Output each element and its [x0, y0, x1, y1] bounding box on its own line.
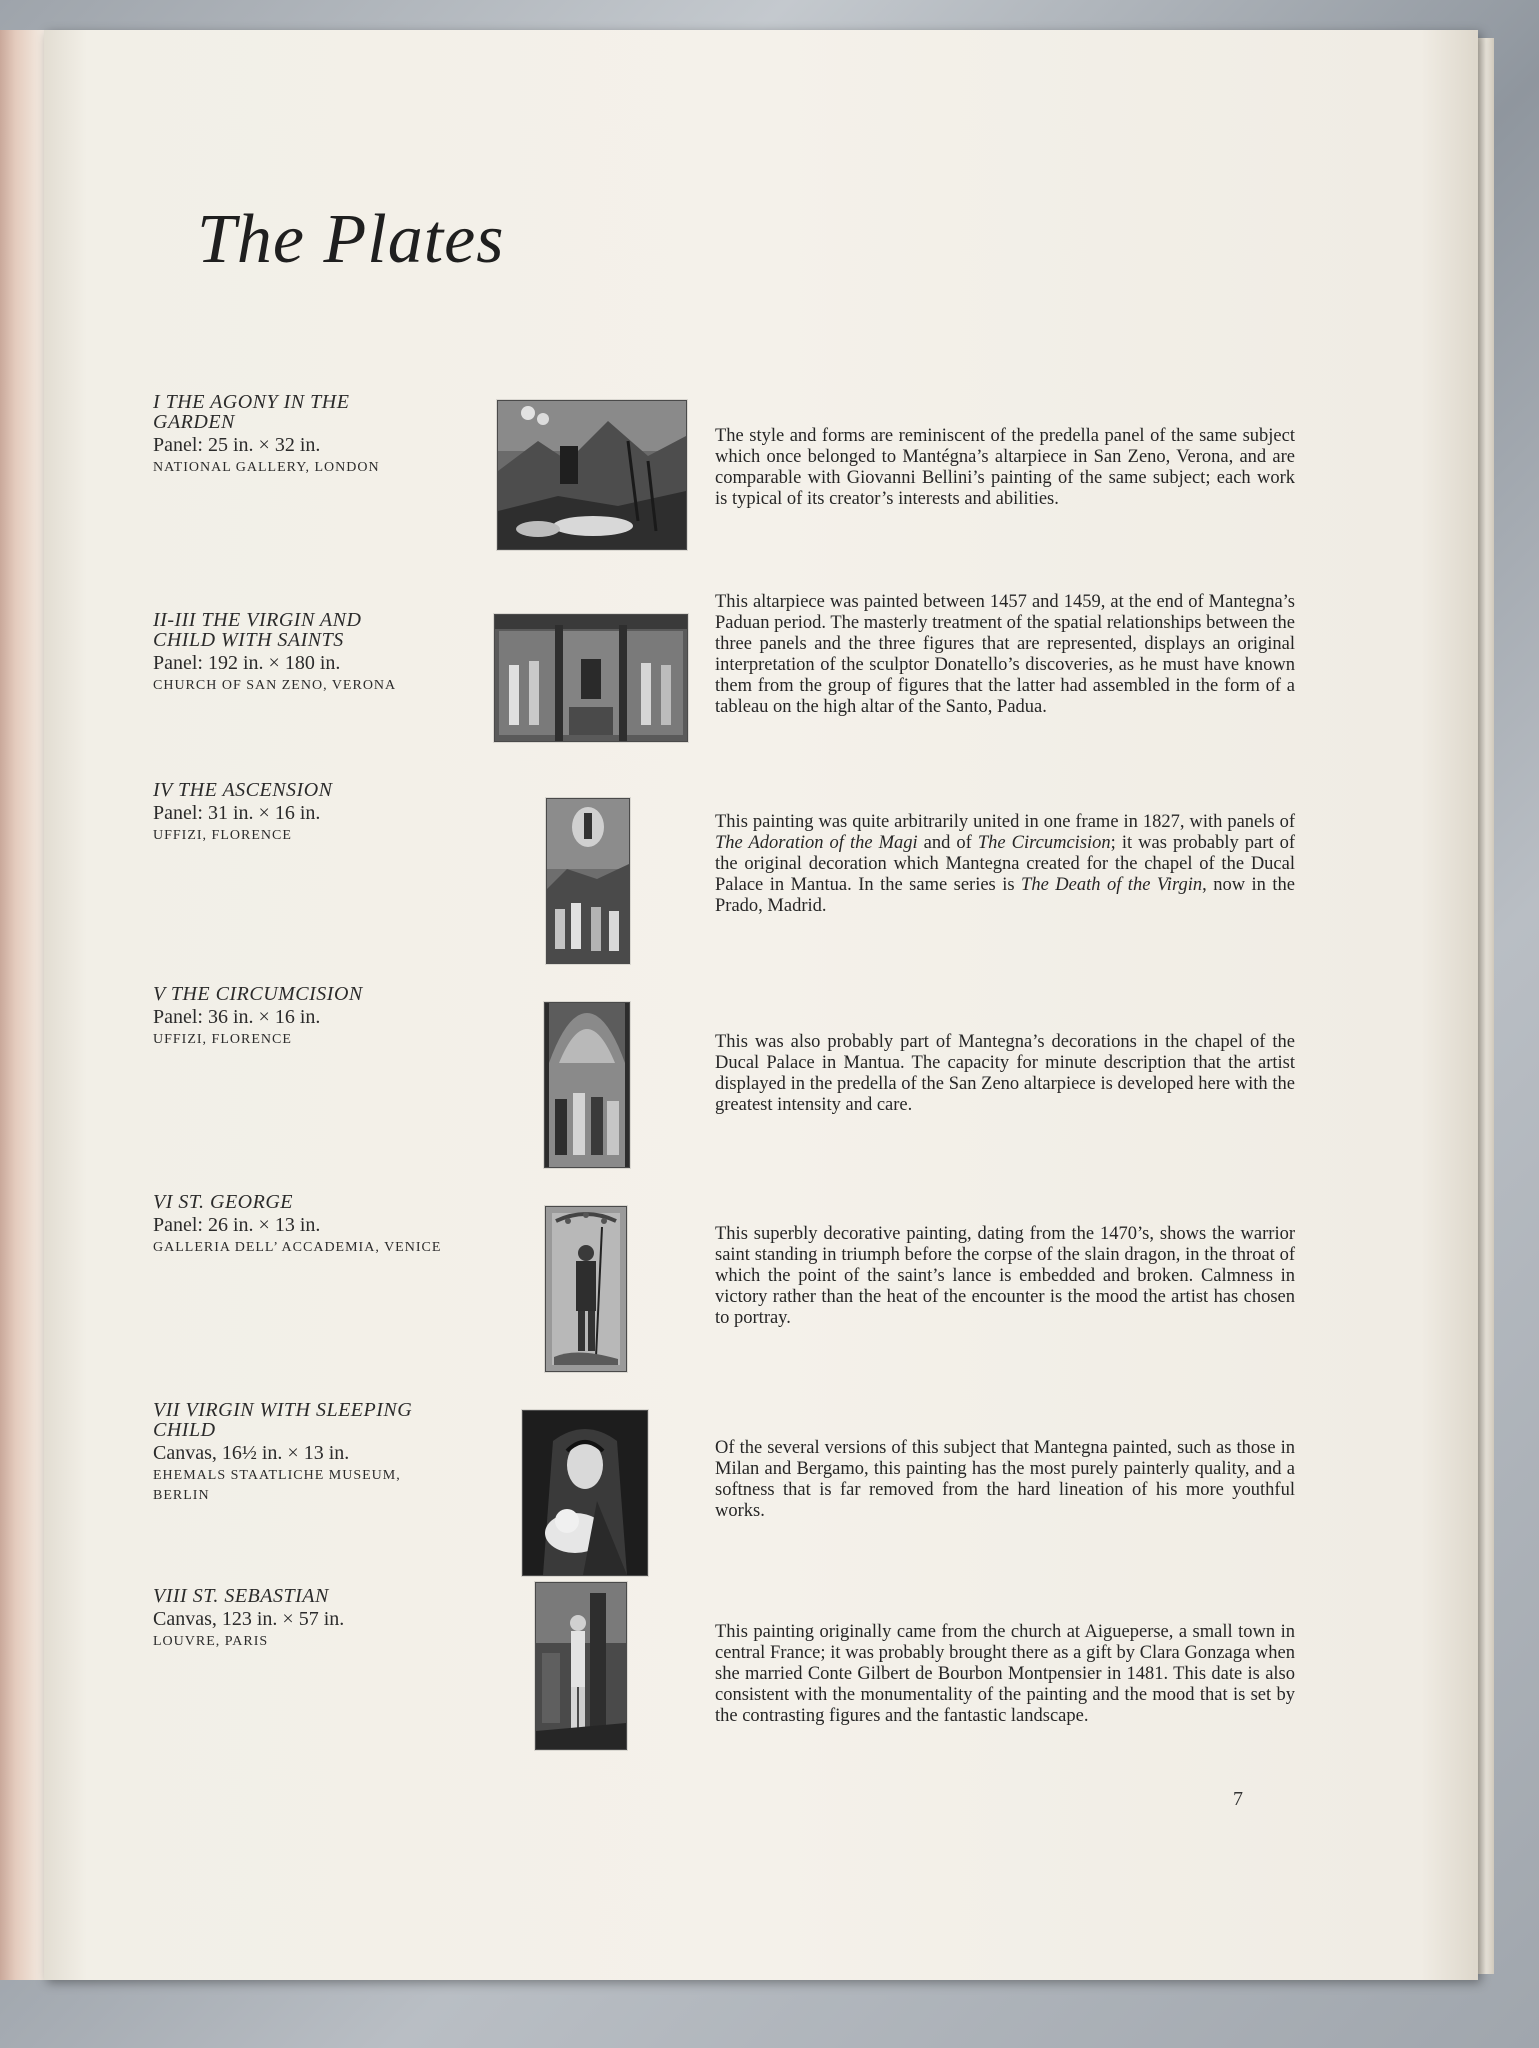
plate-description: Of the several versions of this subject that Mantegna painted, such as those in Milan and Bergamo, this painting has the most purely painterly quality, and a softness that is far removed from the hard lineation of his more youthful works. — [715, 1438, 1295, 1521]
plate-caption — [153, 1192, 513, 1258]
plate-caption — [153, 392, 513, 478]
plate-title: VI ST. GEORGE — [153, 1191, 293, 1213]
plate-description: This painting originally came from the church at Aigueperse, a small town in central France; it was probably brought there as a gift by Clara Gonzaga when she married Conte Gilbert de Bourbon Montpensier in 1481. This date is also consistent with the monumentality of the painting and the mood that is set by the contrasting figures and the fantastic landscape. — [715, 1622, 1295, 1726]
page-number: 7 — [1233, 1788, 1243, 1810]
plate-dimensions: Panel: 36 in. × 16 in. — [153, 1006, 321, 1028]
plate-description: This superbly decorative painting, dating from the 1470’s, shows the warrior saint standing in triumph before the corpse of the slain dragon, in the throat of which the point of the saint’s lance is embedded and broken. Calmness in victory rather than the heat of the encounter is the mood the artist has chosen to portray. — [715, 1224, 1295, 1328]
plate-title: II-III THE VIRGIN AND CHILD WITH SAINTS — [153, 609, 362, 651]
plate-location: UFFIZI, FLORENCE — [153, 1032, 292, 1047]
plate-title: IV THE ASCENSION — [153, 779, 333, 801]
plate-caption — [153, 780, 513, 846]
plate-location: NATIONAL GALLERY, LONDON — [153, 460, 380, 475]
page-title: The Plates — [197, 201, 505, 278]
plate-description: This altarpiece was painted between 1457 and 1459, at the end of Mantegna’s Paduan period. The masterly treatment of the spatial relationships between the three panels and the three figures that are represented, displays an original interpretation of the sculptor Donatello’s discoveries, as he must have known them from the group of figures that the latter had assembled in the form of a tableau on the high altar of the Santo, Padua. — [715, 592, 1295, 717]
plate-caption — [153, 984, 513, 1050]
plate-title: V THE CIRCUMCISION — [153, 983, 363, 1005]
painting-ascension-thumbnail — [546, 798, 630, 964]
plate-title: VII VIRGIN WITH SLEEPING CHILD — [153, 1399, 413, 1441]
plate-location: GALLERIA DELL’ ACCADEMIA, VENICE — [153, 1240, 442, 1255]
book-page — [44, 30, 1478, 1980]
painting-altarpiece-thumbnail — [494, 614, 688, 742]
plate-dimensions: Panel: 26 in. × 13 in. — [153, 1214, 321, 1236]
plate-description: This painting was quite arbitrarily united in one frame in 1827, with panels of The Adoration of the Magi and of The Circumcision; it was probably part of the original decoration which Mantegna created for the chapel of the Ducal Palace in Mantua. In the same series is The Death of the Virgin, now in the Prado, Madrid. — [715, 812, 1295, 916]
plate-location: EHEMALS STAATLICHE MUSEUM, BERLIN — [153, 1468, 401, 1503]
plate-dimensions: Canvas, 16½ in. × 13 in. — [153, 1442, 350, 1464]
plate-dimensions: Canvas, 123 in. × 57 in. — [153, 1608, 345, 1630]
plate-caption — [153, 610, 513, 696]
painting-st-george-thumbnail — [545, 1206, 627, 1372]
plate-title: VIII ST. SEBASTIAN — [153, 1585, 329, 1607]
plate-dimensions: Panel: 31 in. × 16 in. — [153, 802, 321, 824]
plate-dimensions: Panel: 25 in. × 32 in. — [153, 434, 321, 456]
painting-virgin-child-thumbnail — [522, 1410, 648, 1576]
plate-location: UFFIZI, FLORENCE — [153, 828, 292, 843]
plate-location: LOUVRE, PARIS — [153, 1634, 269, 1649]
plate-title: I THE AGONY IN THE GARDEN — [153, 391, 350, 433]
plate-caption — [153, 1586, 513, 1652]
plate-description: The style and forms are reminiscent of the predella panel of the same subject which once belonged to Mantégna’s altarpiece in San Zeno, Verona, and are comparable with Giovanni Bellini’s painting of the same subject; each work is typical of its creator’s interests and abilities. — [715, 426, 1295, 509]
plate-description: This was also probably part of Mantegna’s decorations in the chapel of the Ducal Palace in Mantua. The capacity for minute description that the artist displayed in the predella of the San Zeno altarpiece is developed here with the greatest intensity and care. — [715, 1032, 1295, 1115]
painting-agony-thumbnail — [497, 400, 687, 550]
plate-caption — [153, 1400, 513, 1506]
plate-dimensions: Panel: 192 in. × 180 in. — [153, 652, 341, 674]
previous-page-edge — [0, 30, 45, 1980]
next-page-edge — [1478, 38, 1494, 1974]
plate-location: CHURCH OF SAN ZENO, VERONA — [153, 678, 397, 693]
painting-circumcision-thumbnail — [544, 1002, 630, 1168]
painting-st-sebastian-thumbnail — [535, 1582, 627, 1750]
